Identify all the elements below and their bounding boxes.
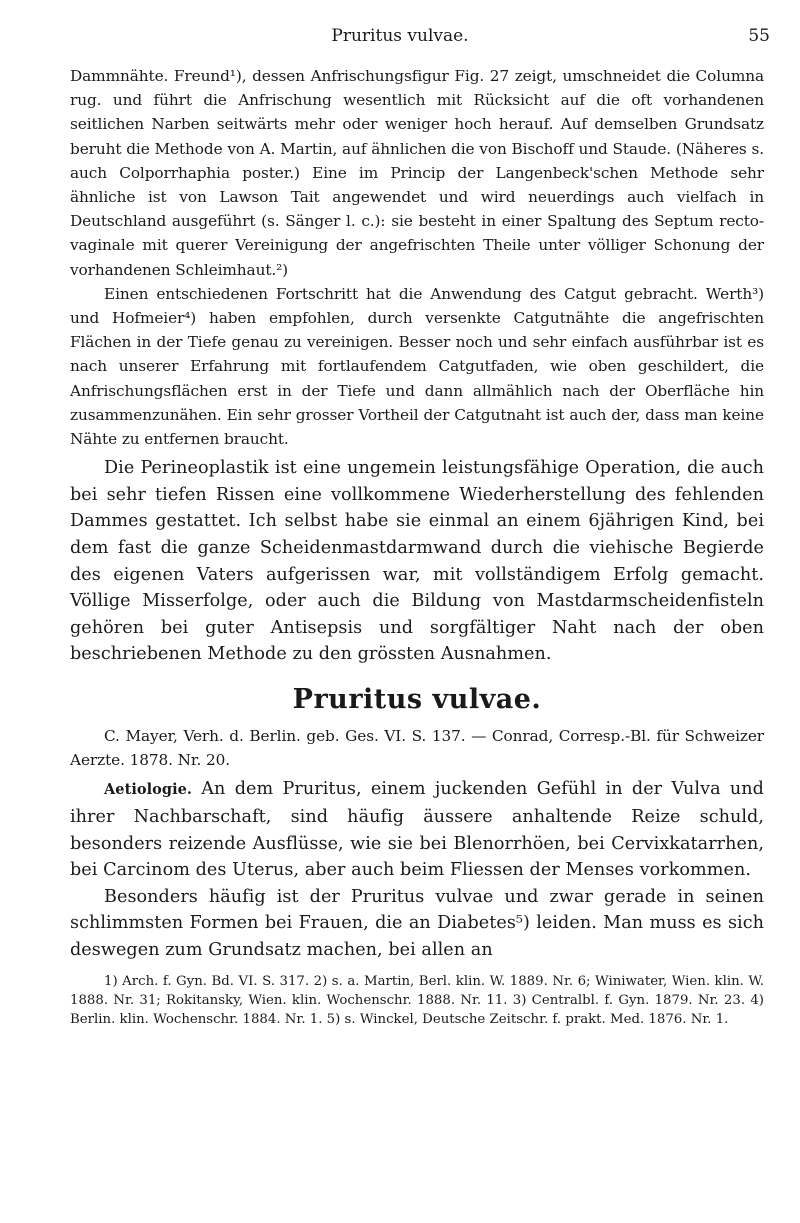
- chapter-references-block: [70, 724, 764, 772]
- paragraph-freund-method: Dammnähte. Freund¹), dessen Anfrischungsfigur Fig. 27 zeigt, umschneidet die Columna rug. und führt die Anfrischung wesentlich mit Rücksicht auf die oft vorhandenen seitlichen Narben seitwärts mehr oder weniger hoch herauf. Auf demselben Grundsatz beruht die Methode von A. Martin, auf ähnlichen die von Bischoff und Staude. (Näheres s. auch Colporrhaphia poster.) Eine im Princip der Langenbeck'schen Methode sehr ähnliche ist von Lawson Tait angewendet und wird neuerdings auch vielfach in Deutschland ausgeführt (s. Sänger l. c.): sie besteht in einer Spaltung des Septum recto-vaginale mit querer Vereinigung der angefrischten Theile unter völliger Schonung der vorhandenen Schleimhaut.²): [70, 67, 764, 279]
- section-perineoplasty-methods: [70, 64, 764, 451]
- chapter-heading: Pruritus vulvae.: [292, 684, 542, 715]
- footnote-text: 1) Arch. f. Gyn. Bd. VI. S. 317. 2) s. a. Martin, Berl. klin. W. 1889. Nr. 6; Winiwater, Wien. klin. W. 1888. Nr. 31; Rokitansky, Wien. klin. Wochenschr. 1888. Nr. 11. 3) Centralbl. f. Gyn. 1879. Nr. 23. 4) Berlin. klin. Wochenschr. 1884. Nr. 1. 5) s. Winckel, Deutsche Zeitschr. f. prakt. Med. 1876. Nr. 1.: [70, 973, 764, 1027]
- section-perineoplasty-results: [70, 455, 764, 668]
- aetiology-label: Aetiologie.: [104, 781, 193, 799]
- chapter-references: C. Mayer, Verh. d. Berlin. geb. Ges. VI. S. 137. — Conrad, Corresp.-Bl. für Schweizer Aerzte. 1878. Nr. 20.: [70, 727, 764, 770]
- paragraph-perineoplasty: Die Perineoplastik ist eine ungemein leistungsfähige Operation, die auch bei sehr tiefen Rissen eine vollkommene Wiederherstellung des fehlenden Dammes gestattet. Ich selbst habe sie einmal an einem 6jährigen Kind, bei dem fast die ganze Scheidenmastdarmwand durch die viehische Begierde des eigenen Vaters aufgerissen war, mit vollständigem Erfolg gemacht. Völlige Misserfolge, oder auch die Bildung von Mastdarmscheidenfisteln gehören bei guter Antisepsis und sorgfältiger Naht nach der oben beschriebenen Methode zu den grössten Ausnahmen.: [70, 458, 764, 665]
- paragraph-aetiology: [70, 776, 764, 883]
- page-number: 55: [748, 26, 770, 46]
- page-header: [0, 26, 800, 56]
- aetiology-text: An dem Pruritus, einem juckenden Gefühl in der Vulva und ihrer Nachbarschaft, sind häufig äussere anhaltende Reize schuld, besonders reizende Ausflüsse, wie sie bei Blenorrhöen, bei Cervixkatarrhen, bei Carcinom des Uterus, aber auch beim Fliessen der Menses vorkommen.: [70, 779, 764, 881]
- footnotes: [70, 972, 764, 1030]
- paragraph-diabetes: Besonders häufig ist der Pruritus vulvae und zwar gerade in seinen schlimmsten Formen bei Frauen, die an Diabetes⁵) leiden. Man muss es sich deswegen zum Grundsatz machen, bei allen an: [70, 886, 764, 960]
- page-body: [70, 64, 764, 1029]
- section-aetiology: [70, 776, 764, 963]
- paragraph-catgut: Einen entschiedenen Fortschritt hat die Anwendung des Catgut gebracht. Werth³) und Hofmeier⁴) haben empfohlen, durch versenkte Catgutnähte die angefrischten Flächen in der Tiefe genau zu vereinigen. Besser noch und sehr einfach ausführbar ist es nach unserer Erfahrung mit fortlaufendem Catgutfaden, wie oben geschildert, die Anfrischungsflächen erst in der Tiefe und dann allmählich nach der Oberfläche hin zusammenzunähen. Ein sehr grosser Vortheil der Catgutnaht ist auch der, dass man keine Nähte zu entfernen braucht.: [70, 284, 764, 449]
- running-title: Pruritus vulvae.: [331, 26, 469, 46]
